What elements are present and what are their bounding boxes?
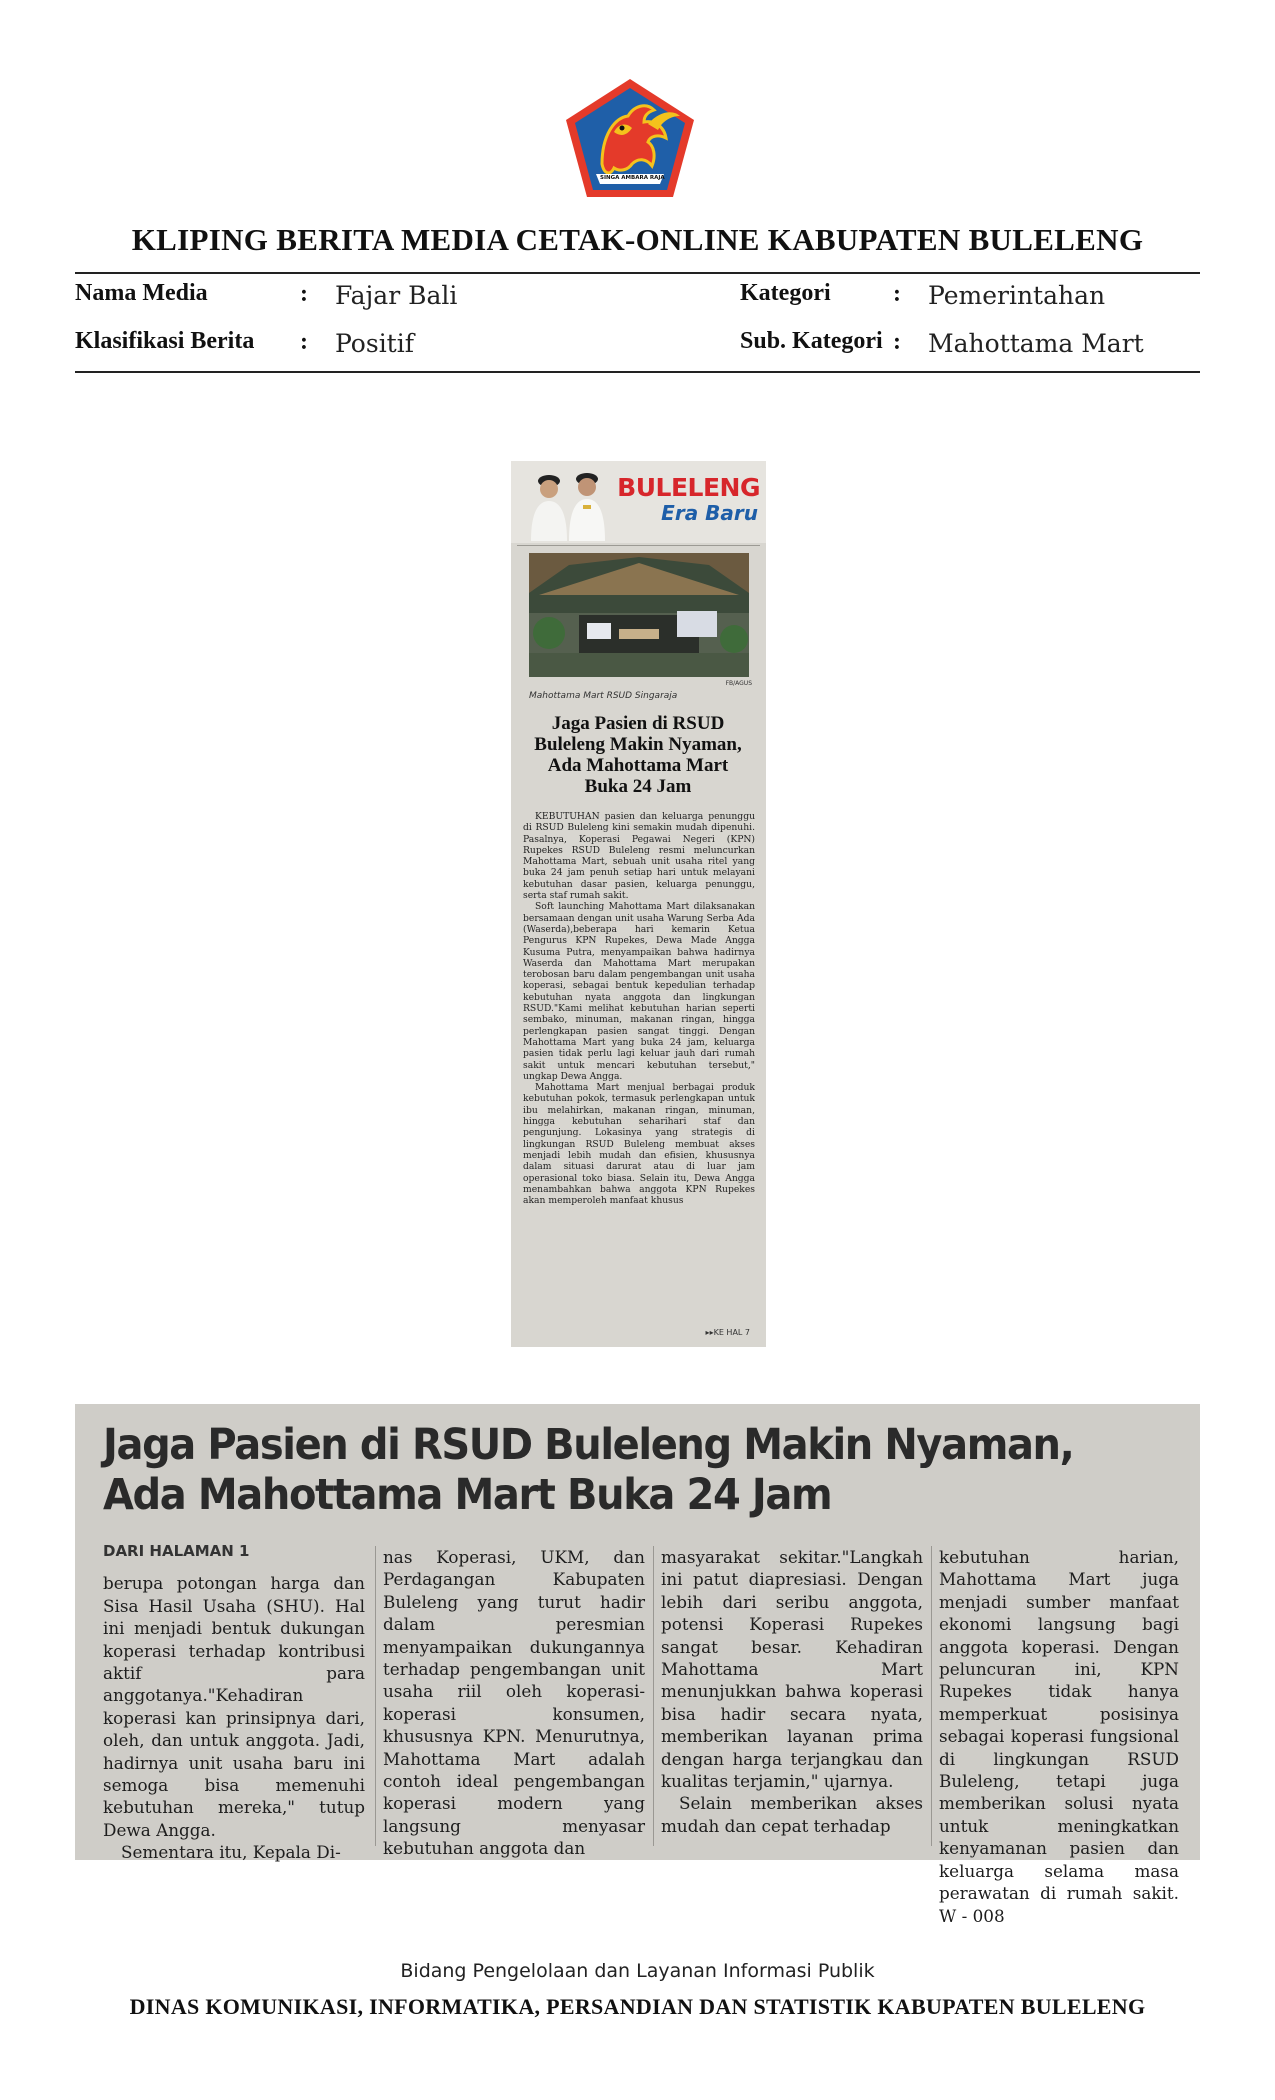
article-paragraph: KEBUTUHAN pasien dan keluarga penunggu di RSUD Buleleng kini semakin mudah dipenuhi. Pasalnya, Koperasi Pegawai Negeri (KPN) Rupekes RSUD Buleleng resmi meluncurkan Mahottama Mart, sebuah unit usaha ritel yang buka 24 jam penuh setiap hari untuk melayani kebutuhan dasar pasien, keluarga penunggu, serta staf rumah sakit. [523, 811, 755, 902]
column-divider [653, 1546, 654, 1846]
article-paragraph: Mahottama Mart menjual berbagai produk kebutuhan pokok, termasuk perlengkapan untuk ibu melahirkan, makanan ringan, minuman, hingga kebutuhan seharihari staf dan pengunjung. Lokasinya yang strategis di lingkungan RSUD Buleleng membuat akses menjadi lebih mudah dan efisien, khususnya dalam situasi darurat atau di luar jam operasional toko biasa. Selain itu, Dewa Angga menambahkan bahwa anggota KPN Rupekes akan memperoleh manfaat khusus [523, 1082, 755, 1207]
rubric-brand: BULELENG [617, 473, 760, 502]
column-paragraph: nas Koperasi, UKM, dan Perdagangan Kabupaten Buleleng yang turut hadir dalam peresmian menyampaikan dukungannya terhadap pengembangan unit usaha riil oleh koperasi-koperasi konsumen, khususnya KPN. Menurutnya, Mahottama Mart adalah contoh ideal pengembangan koperasi modern yang langsung menyasar kebutuhan anggota dan [383, 1547, 645, 1859]
article-body [523, 811, 755, 1206]
footer-division: Bidang Pengelolaan dan Layanan Informasi Publik [400, 1960, 875, 1982]
article-column-2 [383, 1546, 645, 1860]
article-headline: Jaga Pasien di RSUD Buleleng Makin Nyaman, Ada Mahottama Mart Buka 24 Jam [534, 713, 742, 797]
column-divider [375, 1546, 376, 1846]
column-paragraph: Sementara itu, Kepala Di- [121, 1842, 341, 1863]
kicker-label: DARI HALAMAN 1 [103, 1542, 250, 1560]
article-column-4 [939, 1546, 1179, 1927]
logo-banner-text: SINGA AMBARA RAJA [600, 175, 665, 181]
rubric-divider [517, 545, 760, 546]
newspaper-clipping-continuation [75, 1404, 1200, 1926]
continuation-headline-line1: Jaga Pasien di RSUD Buleleng Makin Nyaman, [103, 1420, 1074, 1470]
klasifikasi-label: Klasifikasi Berita [75, 328, 255, 354]
kategori-label: Kategori [740, 280, 831, 306]
rubric-header [511, 461, 766, 543]
article-paragraph: Soft launching Mahottama Mart dilaksanakan bersamaan dengan unit usaha Warung Serba Ada (Waserda),beberapa hari kemarin Ketua Pengurus KPN Rupekes, Dewa Made Angga Kusuma Putra, menyampaikan bahwa hadirnya Waserda dan Mahottama Mart merupakan terobosan baru dalam pengembangan unit usaha koperasi, sebagai bentuk kepedulian terhadap kebutuhan nyata anggota dan lingkungan RSUD."Kami melihat kebutuhan harian seperti sembako, minuman, makanan ringan, hingga perlengkapan pasien sangat tinggi. Dengan Mahottama Mart yang buka 24 jam, keluarga pasien tidak perlu lagi keluar jauh dari rumah sakit untuk mencari kebutuhan tersebut," ungkap Dewa Angga. [523, 901, 755, 1082]
column-paragraph: berupa potongan harga dan Sisa Hasil Usaha (SHU). Hal ini menjadi bentuk dukungan koperasi terhadap kontribusi aktif para anggotanya."Kehadiran koperasi kan prinsipnya dari, oleh, dan untuk anggota. Jadi, hadirnya unit usaha baru ini semoga bisa memenuhi kebutuhan mereka," tutup Dewa Angga. [103, 1573, 365, 1840]
sub-kategori-colon: : [893, 329, 901, 355]
nama-media-colon: : [300, 281, 308, 307]
header-top-divider [75, 272, 1200, 274]
newspaper-clipping-front [511, 461, 766, 1347]
article-column-3 [661, 1546, 923, 1837]
column-divider [931, 1546, 932, 1846]
sub-kategori-value: Mahottama Mart [928, 329, 1144, 358]
header-bottom-divider [75, 371, 1200, 373]
rubric-subtitle: Era Baru [661, 501, 758, 525]
store-photo [529, 553, 749, 677]
column-paragraph: kebutuhan harian, Mahottama Mart juga menjadi sumber manfaat ekonomi langsung bagi anggota koperasi. Dengan peluncuran ini, KPN Rupekes tidak hanya memperkuat posisinya sebagai koperasi fungsional di lingkungan RSUD Buleleng, tetapi juga memberikan solusi nyata untuk meningkatkan kenyamanan pasien dan keluarga selama masa perawatan di rumah sakit. W - 008 [939, 1547, 1179, 1926]
kategori-value: Pemerintahan [928, 281, 1106, 310]
officials-portrait-icon [525, 467, 615, 541]
column-paragraph: Selain memberikan akses mudah dan cepat terhadap [661, 1793, 923, 1836]
photo-caption: Mahottama Mart RSUD Singaraja [529, 691, 678, 701]
continued-marker: ▸▸KE HAL 7 [705, 1328, 750, 1337]
article-column-1 [103, 1540, 365, 1864]
klasifikasi-colon: : [300, 329, 308, 355]
singa-ambara-raja-emblem-icon [562, 76, 698, 200]
continuation-headline-line2: Ada Mahottama Mart Buka 24 Jam [103, 1470, 832, 1520]
photo-credit: FB/AGUS [725, 680, 752, 687]
kategori-colon: : [893, 281, 901, 307]
nama-media-value: Fajar Bali [335, 281, 458, 310]
continuation-headline [103, 1420, 1107, 1520]
sub-kategori-label: Sub. Kategori [740, 328, 883, 354]
document-title: KLIPING BERITA MEDIA CETAK-ONLINE KABUPATEN BULELENG [131, 222, 1144, 257]
column-paragraph: masyarakat sekitar."Langkah ini patut diapresiasi. Dengan lebih dari seribu anggota, potensi Koperasi Rupekes sangat besar. Kehadiran Mahottama Mart menunjukkan bahwa koperasi bisa hadir secara nyata, memberikan layanan prima dengan harga terjangkau dan kualitas terjamin," ujarnya. [661, 1547, 923, 1792]
nama-media-label: Nama Media [75, 280, 208, 306]
footer-agency: DINAS KOMUNIKASI, INFORMATIKA, PERSANDIAN DAN STATISTIK KABUPATEN BULELENG [129, 1994, 1146, 2019]
regency-logo [562, 76, 698, 200]
klasifikasi-value: Positif [335, 329, 414, 358]
